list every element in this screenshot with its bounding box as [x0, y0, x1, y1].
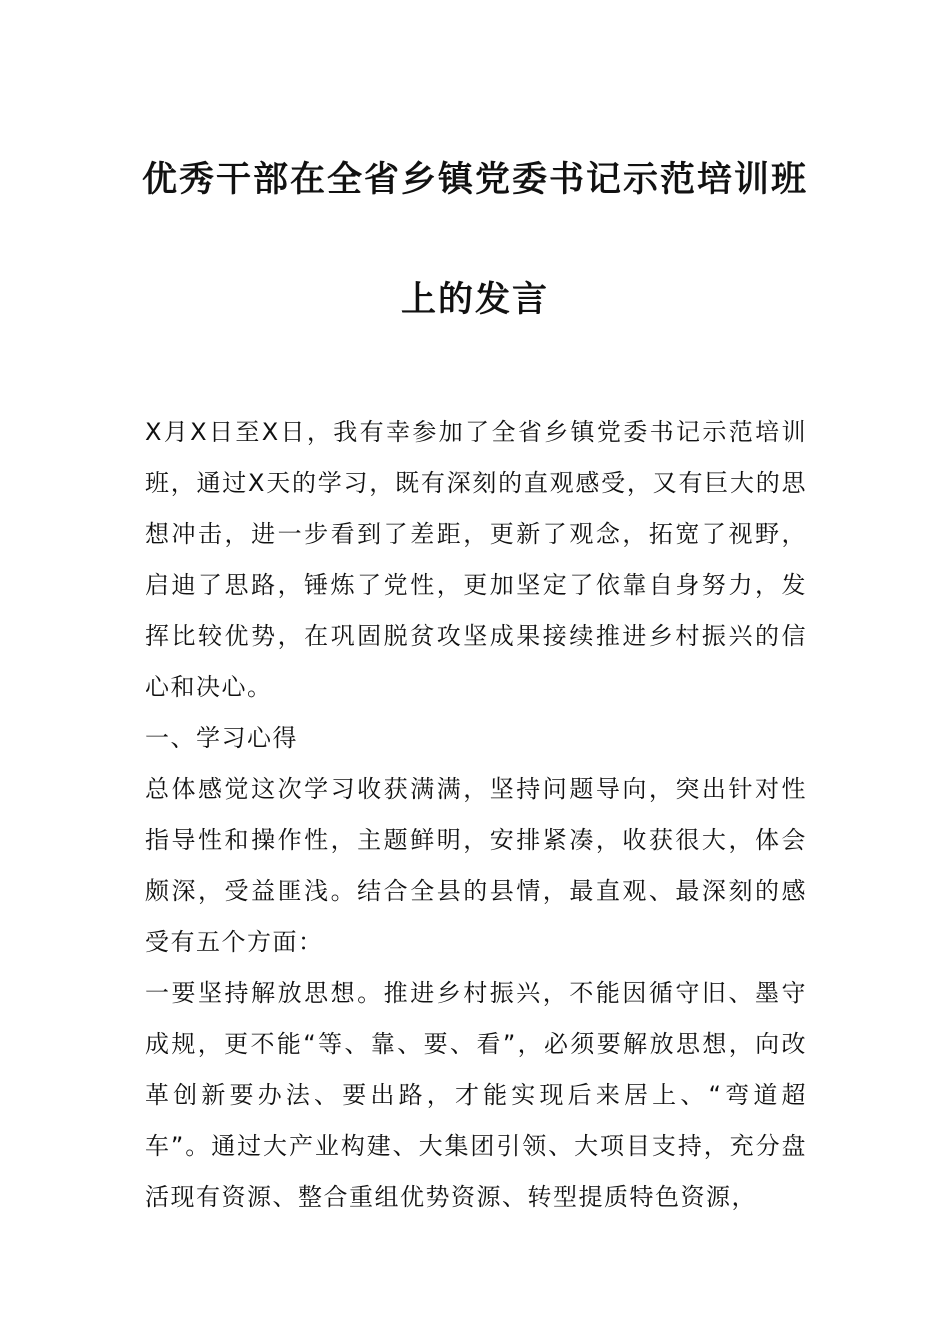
paragraph-intro: X月X日至X日，我有幸参加了全省乡镇党委书记示范培训班，通过X天的学习，既有深刻的直观感受，又有巨大的思想冲击，进一步看到了差距，更新了观念，拓宽了视野，启迪了思路，锤炼了党性，更加坚定了依靠自身努力，发挥比较优势，在巩固脱贫攻坚成果接续推进乡村振兴的信心和决心。 [145, 418, 807, 701]
paragraph-point-one: 一要坚持解放思想。推进乡村振兴，不能因循守旧、墨守成规，更不能“等、靠、要、看”，必须要解放思想，向改革创新要办法、要出路，才能实现后来居上、“弯道超车”。通过大产业构建、大集团引领、大项目支持，充分盘活现有资源、整合重组优势资源、转型提质特色资源， [145, 979, 807, 1211]
section-heading-study-experience: 一、学习心得 [145, 724, 298, 752]
document-title-line-2: 上的发言 [400, 279, 549, 320]
document-body [145, 407, 807, 1223]
paragraph-overall-feeling: 总体感觉这次学习收获满满，坚持问题导向，突出针对性指导性和操作性，主题鲜明，安排紧凑，收获很大，体会颇深，受益匪浅。结合全县的县情，最直观、最深刻的感受有五个方面： [145, 775, 807, 956]
document-title-line-1: 优秀干部在全省乡镇党委书记示范培训班 [141, 159, 808, 200]
